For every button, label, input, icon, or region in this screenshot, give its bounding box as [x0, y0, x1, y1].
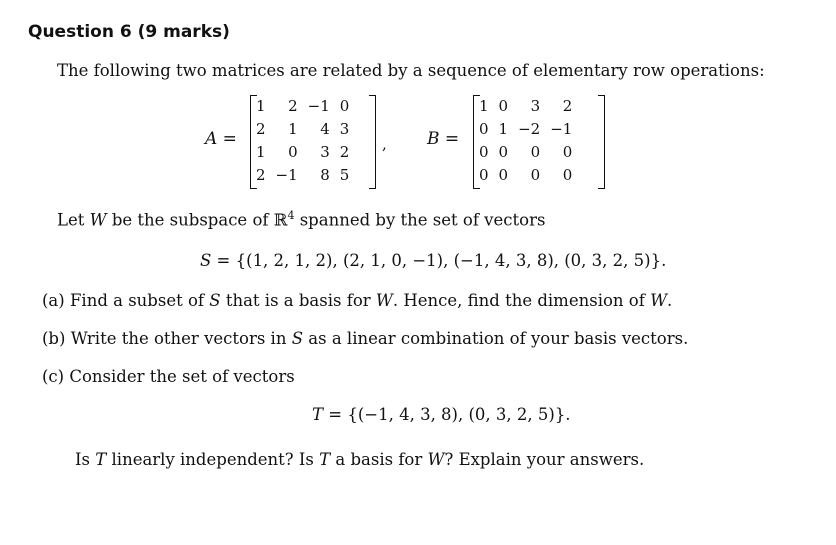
matrix-cell: 1	[256, 143, 266, 161]
matrix-cell: −2	[518, 120, 541, 138]
matrix-b-right-bracket	[598, 95, 605, 189]
part-a	[42, 291, 672, 310]
matrix-cell: 4	[320, 120, 330, 138]
matrix-a-row	[251, 95, 354, 118]
matrix-cell: 0	[479, 166, 489, 184]
matrix-a-label-text: A =	[205, 129, 237, 149]
subspace-var: W	[89, 210, 107, 230]
subspace-sentence	[57, 209, 545, 230]
set-t-var: T	[312, 405, 324, 424]
final-text-2: linearly independent? Is	[111, 450, 314, 469]
part-a-text-2: that is a basis for	[225, 291, 371, 310]
final-var-3: W	[427, 450, 445, 469]
matrix-a-row	[251, 141, 354, 164]
matrix-b-row	[474, 118, 577, 141]
matrix-cell: 2	[288, 97, 298, 115]
final-var-2: T	[319, 450, 331, 469]
part-a-text-3: . Hence, find the dimension of	[392, 291, 645, 310]
matrix-cell: 3	[320, 143, 330, 161]
matrix-cell: 0	[562, 143, 573, 161]
matrix-cell: 0	[498, 166, 509, 184]
final-text-3: a basis for	[335, 450, 423, 469]
matrix-cell: 0	[498, 97, 509, 115]
part-b-label: (b)	[42, 329, 66, 348]
part-b	[42, 329, 688, 348]
part-a-label: (a)	[42, 291, 65, 310]
matrix-cell: 3	[530, 97, 541, 115]
part-b-text-2: as a linear combination of your basis vectors.	[308, 329, 689, 348]
matrix-cell: 1	[479, 97, 489, 115]
field-symbol: ℝ	[273, 210, 288, 230]
matrix-cell: −1	[550, 120, 573, 138]
part-c	[42, 367, 295, 386]
part-b-text-1: Write the other vectors in	[70, 329, 287, 348]
subspace-mid: be the subspace of	[111, 210, 269, 230]
part-a-text-4: .	[667, 291, 673, 310]
question-title: Question 6 (9 marks)	[28, 22, 230, 42]
final-var-1: T	[95, 450, 107, 469]
final-text-1: Is	[75, 450, 90, 469]
matrix-cell: 1	[256, 97, 266, 115]
matrix-cell: 0	[288, 143, 298, 161]
matrix-a-row	[251, 164, 354, 187]
matrix-cell: 5	[339, 166, 350, 184]
subspace-prefix: Let	[57, 210, 85, 230]
matrix-cell: 0	[498, 143, 509, 161]
final-text-4: ? Explain your answers.	[444, 450, 645, 469]
matrix-b	[474, 95, 577, 187]
matrix-a-row	[251, 118, 354, 141]
matrix-b-row	[474, 164, 577, 187]
matrix-a-label	[205, 129, 237, 149]
matrix-a	[251, 95, 354, 187]
set-s-equation	[200, 251, 666, 270]
matrix-cell: 0	[562, 166, 573, 184]
final-question	[75, 450, 644, 469]
field-exponent: 4	[287, 209, 295, 222]
matrix-cell: 0	[530, 143, 541, 161]
matrix-cell: 2	[339, 143, 350, 161]
matrix-a-right-bracket	[369, 95, 376, 189]
set-t-expr: = {(−1, 4, 3, 8), (0, 3, 2, 5)}.	[323, 405, 571, 424]
subspace-suffix: spanned by the set of vectors	[299, 210, 546, 230]
part-c-label: (c)	[42, 367, 65, 386]
matrix-b-row	[474, 95, 577, 118]
part-a-var-2: W	[375, 291, 393, 310]
set-s-expr: = {(1, 2, 1, 2), (2, 1, 0, −1), (−1, 4, 3, 8), (0, 3, 2, 5)}.	[211, 251, 667, 270]
part-a-var-3: W	[650, 291, 668, 310]
matrix-cell: 0	[479, 143, 489, 161]
part-c-text-1: Consider the set of vectors	[69, 367, 295, 386]
matrix-cell: 0	[339, 97, 350, 115]
matrix-cell: 0	[479, 120, 489, 138]
matrix-cell: 1	[498, 120, 509, 138]
matrix-separator: ,	[382, 135, 387, 153]
matrix-cell: 2	[562, 97, 573, 115]
matrix-cell: 8	[320, 166, 330, 184]
set-t-equation	[312, 405, 571, 424]
matrix-b-row	[474, 141, 577, 164]
set-s-var: S	[200, 251, 212, 270]
matrix-cell: 3	[339, 120, 350, 138]
matrix-cell: −1	[275, 166, 298, 184]
part-a-text-1: Find a subset of	[69, 291, 205, 310]
part-a-var-1: S	[209, 291, 221, 310]
matrix-cell: 1	[288, 120, 298, 138]
matrix-cell: 2	[256, 166, 266, 184]
matrix-cell: −1	[307, 97, 330, 115]
matrix-cell: 0	[530, 166, 541, 184]
intro-text: The following two matrices are related by a sequence of elementary row operations:	[57, 61, 765, 80]
matrix-b-label-text: B =	[427, 129, 460, 149]
matrix-b-label	[427, 129, 459, 149]
matrix-cell: 2	[256, 120, 266, 138]
part-b-var-1: S	[291, 329, 304, 348]
